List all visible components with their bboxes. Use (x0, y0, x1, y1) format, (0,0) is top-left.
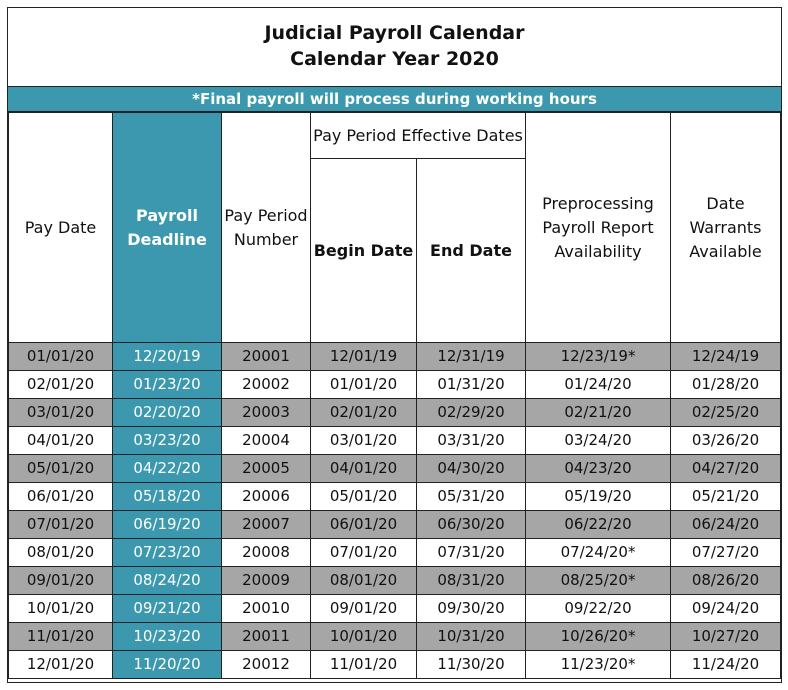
cell-deadline: 02/20/20 (113, 399, 222, 427)
cell-preprocessing: 11/23/20* (526, 651, 671, 679)
cell-deadline: 06/19/20 (113, 511, 222, 539)
table-row (9, 343, 781, 371)
cell-period: 20010 (222, 595, 311, 623)
cell-warrants: 09/24/20 (671, 595, 781, 623)
cell-preprocessing: 05/19/20 (526, 483, 671, 511)
cell-pay-date: 05/01/20 (9, 455, 113, 483)
cell-warrants: 02/25/20 (671, 399, 781, 427)
cell-pay-date: 09/01/20 (9, 567, 113, 595)
cell-end: 08/31/20 (417, 567, 526, 595)
cell-begin: 08/01/20 (311, 567, 417, 595)
cell-begin: 06/01/20 (311, 511, 417, 539)
table-row (9, 427, 781, 455)
cell-begin: 07/01/20 (311, 539, 417, 567)
cell-period: 20012 (222, 651, 311, 679)
document-subtitle: Calendar Year 2020 (290, 48, 499, 70)
notice-banner: *Final payroll will process during working hours (8, 87, 781, 112)
cell-begin: 02/01/20 (311, 399, 417, 427)
cell-end: 06/30/20 (417, 511, 526, 539)
cell-warrants: 03/26/20 (671, 427, 781, 455)
cell-deadline: 12/20/19 (113, 343, 222, 371)
cell-deadline: 08/24/20 (113, 567, 222, 595)
cell-preprocessing: 06/22/20 (526, 511, 671, 539)
document-title: Judicial Payroll Calendar (264, 22, 525, 44)
cell-period: 20006 (222, 483, 311, 511)
table-row (9, 623, 781, 651)
cell-pay-date: 01/01/20 (9, 343, 113, 371)
cell-end: 04/30/20 (417, 455, 526, 483)
table-row (9, 483, 781, 511)
cell-pay-date: 02/01/20 (9, 371, 113, 399)
cell-begin: 11/01/20 (311, 651, 417, 679)
table-row (9, 371, 781, 399)
payroll-calendar (7, 7, 782, 683)
cell-preprocessing: 10/26/20* (526, 623, 671, 651)
cell-end: 01/31/20 (417, 371, 526, 399)
cell-warrants: 07/27/20 (671, 539, 781, 567)
cell-end: 07/31/20 (417, 539, 526, 567)
header-begin-date: Begin Date (311, 159, 417, 343)
header-pay-date: Pay Date (9, 113, 113, 343)
cell-deadline: 10/23/20 (113, 623, 222, 651)
cell-deadline: 03/23/20 (113, 427, 222, 455)
cell-begin: 01/01/20 (311, 371, 417, 399)
table-row (9, 455, 781, 483)
cell-preprocessing: 07/24/20* (526, 539, 671, 567)
cell-preprocessing: 08/25/20* (526, 567, 671, 595)
cell-period: 20011 (222, 623, 311, 651)
cell-end: 03/31/20 (417, 427, 526, 455)
cell-warrants: 08/26/20 (671, 567, 781, 595)
cell-warrants: 06/24/20 (671, 511, 781, 539)
header-preprocessing: Preprocessing Payroll Report Availability (526, 113, 671, 343)
cell-pay-date: 04/01/20 (9, 427, 113, 455)
cell-preprocessing: 09/22/20 (526, 595, 671, 623)
cell-deadline: 07/23/20 (113, 539, 222, 567)
cell-pay-date: 11/01/20 (9, 623, 113, 651)
header-effective-dates: Pay Period Effective Dates (311, 113, 526, 159)
payroll-table (8, 112, 781, 679)
title-block (8, 8, 781, 87)
cell-begin: 10/01/20 (311, 623, 417, 651)
cell-end: 10/31/20 (417, 623, 526, 651)
cell-pay-date: 08/01/20 (9, 539, 113, 567)
cell-warrants: 10/27/20 (671, 623, 781, 651)
cell-warrants: 05/21/20 (671, 483, 781, 511)
table-row (9, 511, 781, 539)
cell-end: 12/31/19 (417, 343, 526, 371)
table-row (9, 595, 781, 623)
cell-period: 20008 (222, 539, 311, 567)
cell-deadline: 09/21/20 (113, 595, 222, 623)
cell-period: 20002 (222, 371, 311, 399)
cell-pay-date: 07/01/20 (9, 511, 113, 539)
cell-preprocessing: 01/24/20 (526, 371, 671, 399)
header-payroll-deadline: Payroll Deadline (113, 113, 222, 343)
cell-end: 05/31/20 (417, 483, 526, 511)
cell-period: 20007 (222, 511, 311, 539)
cell-period: 20009 (222, 567, 311, 595)
cell-preprocessing: 04/23/20 (526, 455, 671, 483)
cell-begin: 04/01/20 (311, 455, 417, 483)
cell-end: 11/30/20 (417, 651, 526, 679)
cell-warrants: 04/27/20 (671, 455, 781, 483)
table-row (9, 651, 781, 679)
cell-end: 09/30/20 (417, 595, 526, 623)
table-row (9, 399, 781, 427)
cell-deadline: 01/23/20 (113, 371, 222, 399)
cell-pay-date: 10/01/20 (9, 595, 113, 623)
cell-preprocessing: 12/23/19* (526, 343, 671, 371)
cell-begin: 03/01/20 (311, 427, 417, 455)
cell-preprocessing: 02/21/20 (526, 399, 671, 427)
header-end-date: End Date (417, 159, 526, 343)
table-row (9, 567, 781, 595)
cell-warrants: 12/24/19 (671, 343, 781, 371)
header-warrants: Date Warrants Available (671, 113, 781, 343)
cell-begin: 12/01/19 (311, 343, 417, 371)
cell-pay-date: 06/01/20 (9, 483, 113, 511)
cell-deadline: 05/18/20 (113, 483, 222, 511)
cell-warrants: 01/28/20 (671, 371, 781, 399)
table-row (9, 539, 781, 567)
cell-period: 20003 (222, 399, 311, 427)
cell-begin: 05/01/20 (311, 483, 417, 511)
table-body (9, 343, 781, 679)
cell-deadline: 11/20/20 (113, 651, 222, 679)
cell-end: 02/29/20 (417, 399, 526, 427)
cell-pay-date: 03/01/20 (9, 399, 113, 427)
cell-period: 20001 (222, 343, 311, 371)
cell-warrants: 11/24/20 (671, 651, 781, 679)
cell-deadline: 04/22/20 (113, 455, 222, 483)
cell-period: 20004 (222, 427, 311, 455)
cell-preprocessing: 03/24/20 (526, 427, 671, 455)
header-pay-period-number: Pay Period Number (222, 113, 311, 343)
cell-period: 20005 (222, 455, 311, 483)
cell-begin: 09/01/20 (311, 595, 417, 623)
cell-pay-date: 12/01/20 (9, 651, 113, 679)
